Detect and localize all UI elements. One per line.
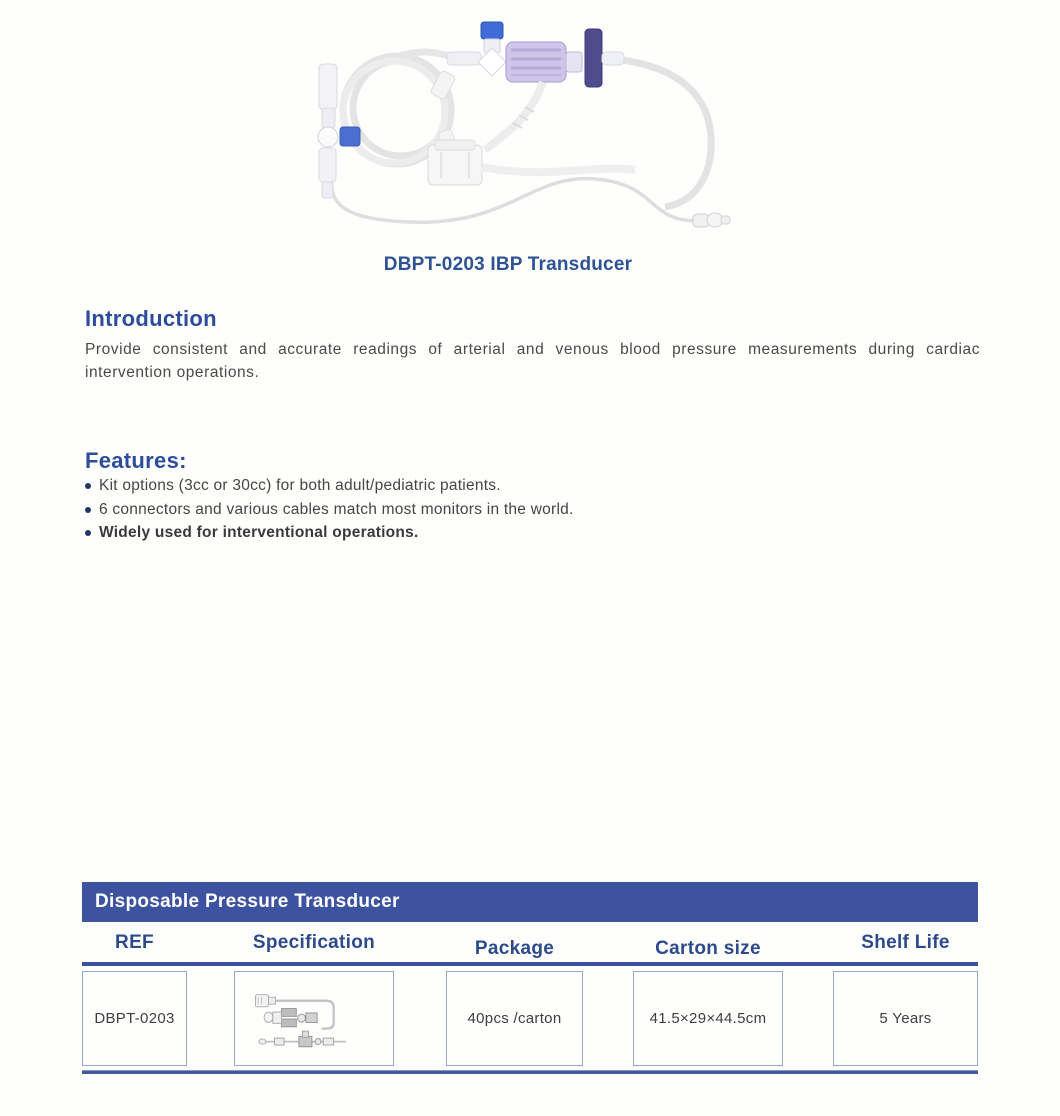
feature-text: Kit options (3cc or 30cc) for both adult/pediatric patients. xyxy=(99,477,501,494)
cell-shelf-life: 5 Years xyxy=(833,971,978,1066)
cell-specification xyxy=(234,971,394,1066)
distal-connector xyxy=(693,213,730,227)
product-photo xyxy=(295,12,745,247)
feature-text: 6 connectors and various cables match most monitors in the world. xyxy=(99,500,574,518)
introduction-body: Provide consistent and accurate readings of arterial and venous blood pressure measurements during cardiac intervention operations. xyxy=(85,341,980,381)
feature-item xyxy=(85,525,980,542)
bullet-icon xyxy=(85,507,91,513)
cable-connector xyxy=(428,82,635,185)
feature-item xyxy=(85,478,980,495)
column-header-carton-size: Carton size xyxy=(655,938,761,959)
specification-drawing xyxy=(241,979,386,1059)
cell-carton-size: 41.5×29×44.5cm xyxy=(633,971,783,1066)
column-header-specification: Specification xyxy=(252,932,376,953)
product-caption: DBPT-0203 IBP Transducer xyxy=(383,254,633,275)
column-header-package: Package xyxy=(474,938,555,959)
feature-item xyxy=(85,502,980,519)
column-header-shelf-life: Shelf Life xyxy=(861,932,950,953)
introduction-heading: Introduction xyxy=(85,306,217,331)
transducer-assembly xyxy=(447,22,624,87)
header-rule xyxy=(82,962,978,966)
product-photo-illustration xyxy=(295,12,745,247)
features-list xyxy=(85,478,980,549)
cell-package: 40pcs /carton xyxy=(446,971,583,1066)
column-header-ref: REF xyxy=(115,932,154,953)
bottom-rule xyxy=(82,1070,978,1074)
features-heading: Features: xyxy=(85,448,187,473)
table-title-band: Disposable Pressure Transducer xyxy=(82,882,978,922)
bullet-icon xyxy=(85,483,91,489)
feature-text: Widely used for interventional operations. xyxy=(99,524,419,541)
bullet-icon xyxy=(85,530,91,536)
cell-ref: DBPT-0203 xyxy=(82,971,187,1066)
specification-table xyxy=(82,882,978,1076)
